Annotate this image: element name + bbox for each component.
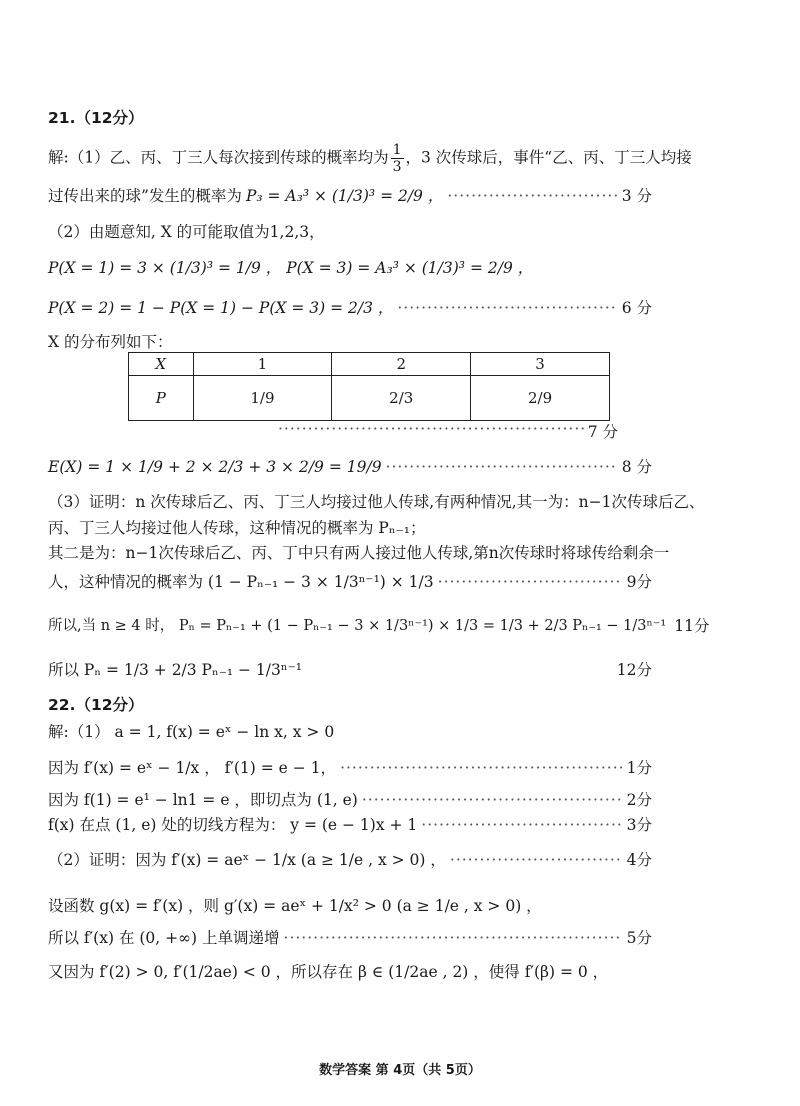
q21-l5-expr: P(X = 2) = 1 − P(X = 1) − P(X = 3) = 2/3 ， [48, 299, 394, 317]
q21-l1-a: 解:（1）乙、丙、丁三人每次接到传球的概率均为 [48, 148, 389, 167]
dot-leader [397, 298, 617, 318]
q21-score7-row [278, 420, 618, 442]
score-9: 9分 [626, 573, 652, 591]
q21-line-8: （3）证明：n 次传球后乙、丙、丁三人均接过他人传球,有两种情况,其一为：n−1次传球后乙、 [48, 493, 705, 511]
score-7: 7 分 [587, 423, 618, 441]
q22-line-1: 解:（1） a = 1, f(x) = eˣ − ln x, x > 0 [48, 723, 335, 741]
q22-line-6: 设函数 g(x) = f′(x) ，则 g′(x) = aeˣ + 1/x² > 0 (a ≥ 1/e , x > 0) ， [48, 897, 542, 915]
dot-leader [386, 457, 618, 477]
dot-leader [450, 850, 623, 870]
q22-line-2 [48, 758, 652, 778]
score-3: 3分 [626, 816, 652, 834]
dot-leader [340, 758, 623, 778]
page-footer: 数学答案 第 4页（共 5页） [319, 1063, 481, 1078]
table-cell: 2/9 [471, 376, 610, 421]
q22-line-8: 又因为 f′(2) > 0, f′(1/2ae) < 0 ，所以存在 β ∈ (1/2ae , 2) ，使得 f′(β) = 0 ， [48, 963, 609, 981]
q21-l1-b: ，3 次传球后，事件“乙、丙、丁三人均接 [405, 148, 692, 167]
table-cell: X [129, 353, 194, 376]
q21-line-11 [48, 572, 652, 592]
q22-l7-expr: 所以 f′(x) 在 (0, +∞) 上单调递增 [48, 929, 280, 947]
score-5: 5分 [626, 929, 652, 947]
dot-leader [447, 186, 617, 206]
q22-line-3 [48, 790, 652, 810]
dot-leader [362, 790, 623, 810]
q21-line-1 [48, 142, 692, 175]
table-row [129, 376, 610, 421]
score-2: 2分 [626, 791, 652, 809]
q22-header: 22.（12分） [48, 696, 144, 714]
score-11: 11分 [674, 617, 710, 635]
dot-leader [438, 572, 623, 592]
q22-line-7 [48, 928, 652, 948]
score-1: 1分 [626, 759, 652, 777]
q21-line-5 [48, 298, 652, 318]
table-cell: 1/9 [193, 376, 332, 421]
table-cell: 2 [332, 353, 471, 376]
q22-l3-expr: 因为 f(1) = e¹ − ln1 = e ，即切点为 (1, e) [48, 791, 358, 809]
table-cell: 3 [471, 353, 610, 376]
q21-l7-expr: E(X) = 1 × 1/9 + 2 × 2/3 + 3 × 2/9 = 19/9 [48, 458, 382, 476]
score-12: 12分 [616, 661, 652, 679]
q21-line-9: 丙、丁三人均接过他人传球，这种情况的概率为 Pₙ₋₁； [48, 519, 426, 537]
q21-line-7 [48, 457, 652, 477]
table-cell: 2/3 [332, 376, 471, 421]
distribution-table [128, 352, 610, 421]
score-6: 6 分 [621, 299, 652, 317]
q21-l2-a: 过传出来的球”发生的概率为 [48, 187, 242, 205]
q21-line-3: （2）由题意知, X 的可能取值为1,2,3， [48, 223, 325, 241]
q22-l2-expr: 因为 f′(x) = eˣ − 1/x ， f′(1) = e − 1， [48, 759, 337, 777]
q21-l2-expr: P₃ = A₃³ × (1/3)³ = 2/9 ， [245, 187, 444, 205]
q21-l11-expr: 人，这种情况的概率为 (1 − Pₙ₋₁ − 3 × 1/3ⁿ⁻¹) × 1/3 [48, 573, 434, 591]
table-header-row [129, 353, 610, 376]
q21-line-4: P(X = 1) = 3 × (1/3)³ = 1/9 ， P(X = 3) = A₃³ × (1/3)³ = 2/9 ， [48, 259, 534, 277]
q22-l4-expr: f(x) 在点 (1, e) 处的切线方程为： y = (e − 1)x + 1 [48, 816, 418, 834]
score-8: 8 分 [621, 458, 652, 476]
table-cell: P [129, 376, 194, 421]
dot-leader [421, 815, 622, 835]
fraction-one-third: $\frac{1}{3}$ [392, 142, 402, 175]
score-3: 3 分 [621, 187, 652, 205]
dot-leader [278, 420, 588, 442]
q22-line-5 [48, 850, 652, 870]
score-4: 4分 [626, 851, 652, 869]
q21-l12-expr: 所以,当 n ≥ 4 时， Pₙ = Pₙ₋₁ + (1 − Pₙ₋₁ − 3 × 1/3ⁿ⁻¹) × 1/3 = 1/3 + 2/3 Pₙ₋₁ − 1/3ⁿ⁻¹ [48, 618, 667, 634]
q21-line-10: 其二是为：n−1次传球后乙、丙、丁中只有两人接过他人传球,第n次传球时将球传给剩余一 [48, 544, 670, 562]
q21-line-6: X 的分布列如下： [48, 333, 173, 351]
q21-l13-expr: 所以 Pₙ = 1/3 + 2/3 Pₙ₋₁ − 1/3ⁿ⁻¹ [48, 661, 302, 679]
q21-line-13 [48, 660, 652, 680]
q21-header: 21.（12分） [48, 109, 144, 127]
dot-leader [284, 928, 623, 948]
table-cell: 1 [193, 353, 332, 376]
q21-line-2 [48, 186, 652, 206]
q22-l5-expr: （2）证明：因为 f′(x) = aeˣ − 1/x (a ≥ 1/e , x > 0) ， [48, 851, 446, 869]
q21-line-12 [48, 616, 710, 636]
q22-line-4 [48, 815, 652, 835]
